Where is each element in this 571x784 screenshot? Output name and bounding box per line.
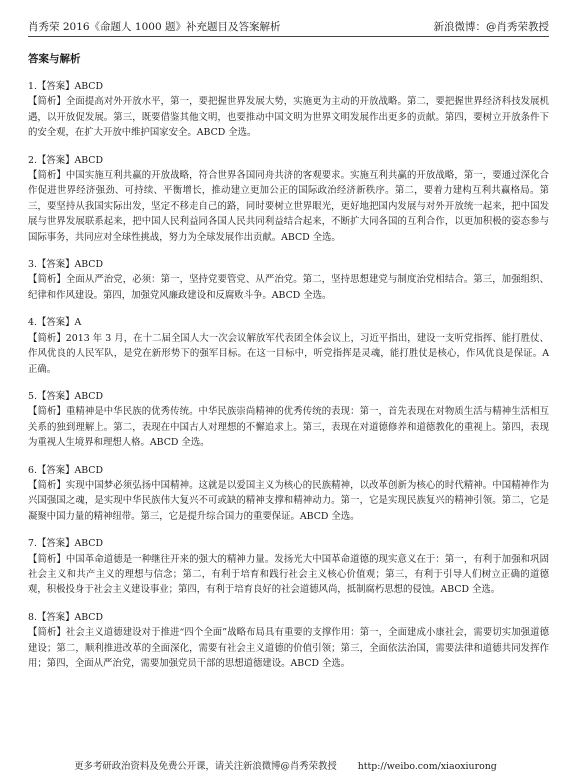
explanation-text: 【简析】全面提高对外开放水平，第一，要把握世界发展大势，实施更为主动的开放战略。第二，要把握世界经济科技发展机遇，以开放促发展。第三，既要借鉴其他文明，也要推动中国文明为世界文明发展作出更多的贡献。第四，要树立开放条件下的安全观，在扩大开放中维护国家安全。ABCD 全选。 (28, 96, 549, 139)
explanation-text: 【简析】全面从严治党，必须：第一，坚持党要管党、从严治党。第二，坚持思想建党与制度治党相结合。第三，加强组织、纪律和作风建设。第四，加强党风廉政建设和反腐败斗争。ABCD 全选。 (28, 274, 549, 301)
answer-item-1 (28, 79, 549, 141)
answer-line: 5.【答案】ABCD (28, 390, 103, 402)
answer-item-7 (28, 536, 549, 598)
section-title: 答案与解析 (28, 53, 81, 65)
explanation-text: 【简析】重精神是中华民族的优秀传统。中华民族崇尚精神的优秀传统的表现：第一，首先表现在对物质生活与精神生活相互关系的独到理解上。第二，表现在中国古人对理想的不懈追求上。第三，表现在对道德修养和道德教化的重视上。第四，表现为重视人生境界和理想人格。ABCD 全选。 (28, 406, 549, 449)
footer-weibo-link[interactable]: http://weibo.com/xiaoxiurong (357, 761, 497, 772)
page-footer (0, 760, 571, 774)
answer-line: 4.【答案】A (28, 317, 82, 329)
explanation-text: 【简析】2013 年 3 月，在十二届全国人大一次会议解放军代表团全体会议上，习近平指出，建设一支听党指挥、能打胜仗、作风优良的人民军队，是党在新形势下的强军目标。在这一目标中，听党指挥是灵魂，能打胜仗是核心，作风优良是保证。A 正确。 (28, 332, 549, 375)
answer-item-4 (28, 315, 549, 377)
answer-line: 1.【答案】ABCD (28, 81, 103, 92)
answer-item-6 (28, 463, 549, 525)
answer-item-2 (28, 153, 549, 245)
header-weibo: 新浪微博：@肖秀荣教授 (433, 21, 549, 33)
explanation-text: 【简析】中国革命道德是一种继往开来的强大的精神力量。发扬光大中国革命道德的现实意义在于：第一，有利于加强和巩固社会主义和共产主义的理想与信念；第二，有利于培育和践行社会主义核心价值观；第三，有利于引导人们树立正确的道德观，积极投身于社会主义建设事业；第四，有利于培育良好的社会道德风尚，抵制腐朽思想的侵蚀。ABCD 全选。 (28, 553, 549, 596)
answer-line: 2.【答案】ABCD (28, 154, 103, 166)
explanation-text: 【简析】中国实施互利共赢的开放战略，符合世界各国同舟共济的客观要求。实施互利共赢的开放战略，第一，要通过深化合作促进世界经济强劲、可持续、平衡增长，推动建立更加公正的国际政治经济新秩序。第二，要着力建构互利共赢格局。第三，要坚持从我国实际出发，坚定不移走自己的路，同时要树立世界眼光，更好地把国内发展与对外开放统一起来，把中国发展与世界发展联系起来，把中国人民利益同各国人民共同利益结合起来，不断扩大同各国的互利合作，以更加积极的姿态参与国际事务，共同应对全球性挑战，努力为全球发展作出贡献。ABCD 全选。 (28, 170, 549, 243)
answer-line: 8.【答案】ABCD (28, 611, 103, 623)
answer-item-3 (28, 257, 549, 303)
answer-item-8 (28, 610, 549, 672)
answer-line: 3.【答案】ABCD (28, 259, 103, 271)
page-header (28, 18, 549, 37)
answer-item-5 (28, 389, 549, 451)
answer-line: 7.【答案】ABCD (28, 538, 103, 550)
footer-promo-text: 更多考研政治资料及免费公开课，请关注新浪微博@肖秀荣教授 (74, 761, 337, 772)
answer-line: 6.【答案】ABCD (28, 464, 103, 476)
explanation-text: 【简析】实现中国梦必须弘扬中国精神。这就是以爱国主义为核心的民族精神，以改革创新为核心的时代精神。中国精神作为兴国强国之魂，是实现中华民族伟大复兴不可或缺的精神支撑和精神动力。第一，它是实现民族复兴的精神引领。第二，它是凝聚中国力量的精神纽带。第三，它是提升综合国力的重要保证。ABCD 全选。 (28, 479, 549, 522)
explanation-text: 【简析】社会主义道德建设对于推进“四个全面”战略布局具有重要的支撑作用：第一，全面建成小康社会，需要切实加强道德建设；第二，顺利推进改革的全面深化，需要有社会主义道德的价值引领；第三，全面依法治国，需要法律和道德共同发挥作用；第四，全面从严治党，需要加强党员干部的思想道德建设。ABCD 全选。 (28, 627, 549, 669)
answers-content (28, 52, 549, 683)
header-title: 肖秀荣 2016《命题人 1000 题》补充题目及答案解析 (28, 21, 281, 33)
